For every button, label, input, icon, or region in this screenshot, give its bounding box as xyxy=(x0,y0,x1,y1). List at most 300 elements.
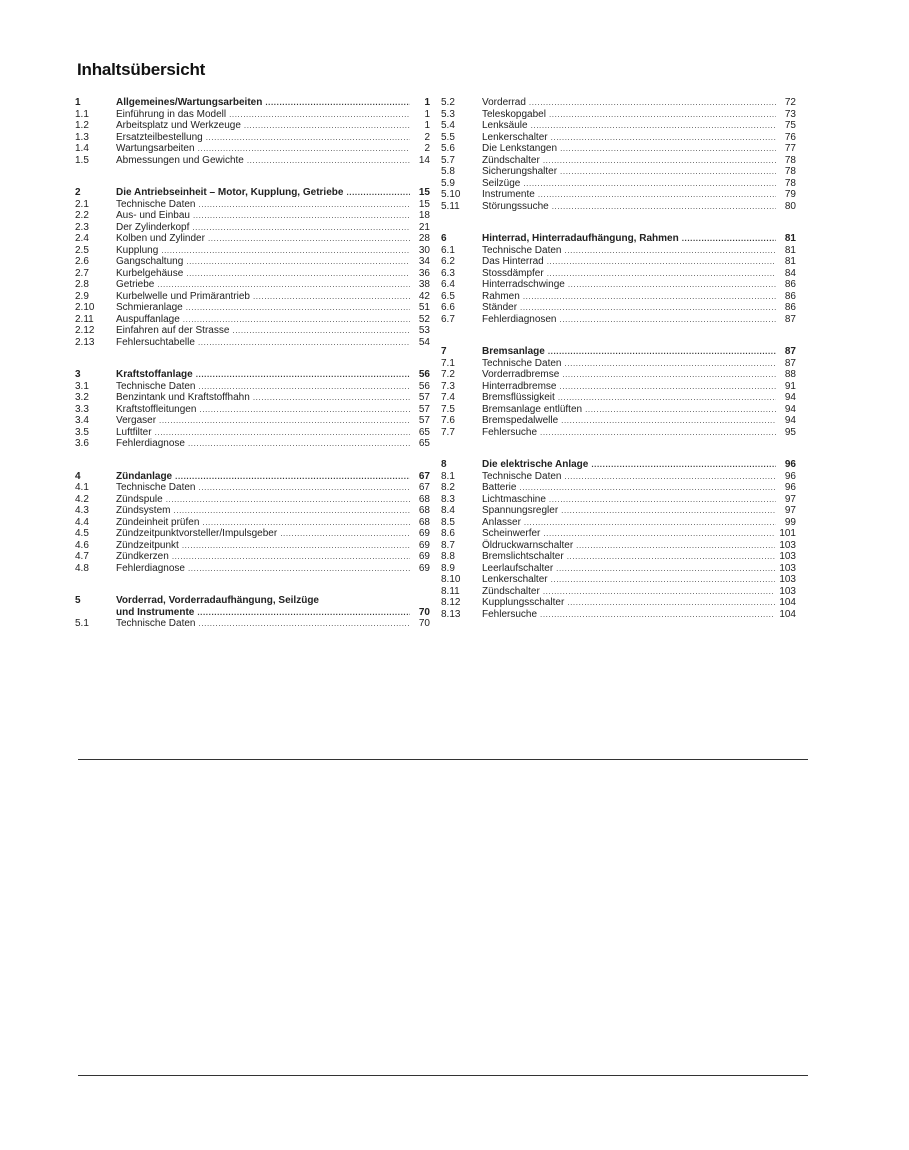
toc-entry[interactable] xyxy=(75,563,430,575)
toc-entry-page: 80 xyxy=(784,200,796,212)
dot-leader xyxy=(244,120,410,132)
toc-entry-title: Luftfilter xyxy=(116,426,152,438)
toc-entry-number: 7.4 xyxy=(441,392,455,403)
toc-entry-title: Kupplungsschalter xyxy=(482,597,565,608)
toc-entry-title: Fehlerdiagnose xyxy=(116,562,185,574)
toc-entry-page: 101 xyxy=(779,528,796,539)
toc-entry[interactable] xyxy=(441,178,796,190)
toc-section-heading[interactable] xyxy=(441,459,796,471)
toc-entry-title: Batterie xyxy=(482,482,517,493)
toc-entry[interactable] xyxy=(441,505,796,517)
toc-entry[interactable] xyxy=(75,427,430,439)
toc-right-column xyxy=(441,97,796,641)
toc-entry-title: Kraftstoffleitungen xyxy=(116,403,197,415)
dot-leader xyxy=(202,517,410,529)
dot-leader xyxy=(346,187,410,199)
toc-entry-number: 4 xyxy=(75,470,81,482)
dot-leader xyxy=(253,291,410,303)
toc-entry-number: 6.3 xyxy=(441,267,455,279)
dot-leader xyxy=(560,166,776,178)
toc-entry[interactable] xyxy=(75,256,430,268)
toc-entry-number: 7 xyxy=(441,346,447,357)
toc-entry[interactable] xyxy=(75,233,430,245)
toc-entry-number: 8.6 xyxy=(441,528,455,539)
divider-rule xyxy=(78,1075,808,1076)
dot-leader xyxy=(175,471,410,483)
toc-entry-page: 86 xyxy=(784,302,796,313)
toc-entry[interactable] xyxy=(75,494,430,506)
toc-entry-number: 3.3 xyxy=(75,403,89,415)
toc-entry-title: Hinterradschwinge xyxy=(482,279,565,290)
toc-entry[interactable] xyxy=(441,155,796,167)
dot-leader xyxy=(585,404,776,416)
toc-entry-page: 42 xyxy=(418,290,430,302)
toc-entry-number: 7.7 xyxy=(441,426,455,438)
toc-entry-title: Technische Daten xyxy=(482,470,562,482)
dot-leader xyxy=(562,369,776,381)
toc-entry-number: 2.1 xyxy=(75,198,89,210)
toc-entry-number: 2.12 xyxy=(75,325,95,336)
toc-entry-title: Vorderrad, Vorderradaufhängung, Seilzüge xyxy=(116,595,319,606)
toc-entry-number: 4.4 xyxy=(75,516,89,528)
page-title: Inhaltsübersicht xyxy=(77,60,206,79)
toc-entry-number: 2.10 xyxy=(75,302,95,313)
toc-entry-page: 96 xyxy=(784,482,796,493)
dot-leader xyxy=(547,268,776,280)
toc-entry-title: Die elektrische Anlage xyxy=(482,459,589,470)
toc-entry[interactable] xyxy=(441,494,796,506)
dot-leader xyxy=(540,427,776,439)
toc-entry[interactable] xyxy=(75,551,430,563)
toc-entry[interactable] xyxy=(75,404,430,416)
toc-section xyxy=(75,595,430,630)
toc-entry-number: 8.3 xyxy=(441,493,455,505)
dot-leader xyxy=(198,143,410,155)
toc-entry-page: 69 xyxy=(418,551,430,562)
toc-entry[interactable] xyxy=(75,120,430,132)
toc-entry-page: 104 xyxy=(779,608,796,620)
dot-leader xyxy=(199,404,410,416)
toc-entry-page: 21 xyxy=(418,221,430,233)
dot-leader xyxy=(540,609,775,621)
toc-entry-page: 70 xyxy=(418,606,430,618)
toc-entry[interactable] xyxy=(75,291,430,303)
toc-entry[interactable] xyxy=(441,563,796,575)
toc-entry-title: Fehlersuche xyxy=(482,608,538,620)
toc-entry[interactable] xyxy=(441,97,796,109)
dot-leader xyxy=(568,279,776,291)
toc-entry-title: Einführung in das Modell xyxy=(116,108,227,120)
dot-leader xyxy=(199,618,411,630)
dot-leader xyxy=(531,120,776,132)
toc-entry[interactable] xyxy=(75,210,430,222)
toc-entry-title: Technische Daten xyxy=(482,244,562,256)
toc-entry-title: Gangschaltung xyxy=(116,256,184,267)
toc-entry[interactable] xyxy=(441,358,796,370)
toc-entry-page: 57 xyxy=(418,415,430,426)
toc-entry[interactable] xyxy=(441,143,796,155)
dot-leader xyxy=(543,155,776,167)
toc-entry-page: 36 xyxy=(418,267,430,279)
toc-entry-number: 1.1 xyxy=(75,108,89,120)
toc-entry-page: 68 xyxy=(418,516,430,528)
dot-leader xyxy=(186,256,410,268)
toc-entry-title: Spannungsregler xyxy=(482,505,559,516)
toc-entry[interactable] xyxy=(75,618,430,630)
toc-entry[interactable] xyxy=(441,268,796,280)
toc-entry-number: 5.9 xyxy=(441,177,455,189)
toc-entry-page: 56 xyxy=(418,369,430,380)
toc-entry-number: 3.6 xyxy=(75,438,89,449)
toc-entry-number: 8.10 xyxy=(441,574,461,585)
toc-entry-number: 2.6 xyxy=(75,256,89,267)
toc-entry[interactable] xyxy=(441,314,796,326)
toc-entry[interactable] xyxy=(441,392,796,404)
toc-entry[interactable] xyxy=(441,482,796,494)
toc-entry[interactable] xyxy=(441,471,796,483)
toc-entry-page: 15 xyxy=(418,198,430,210)
toc-entry-title: Zündkerzen xyxy=(116,551,169,562)
toc-entry-number: 4.2 xyxy=(75,493,89,505)
toc-entry-number: 6.2 xyxy=(441,256,455,267)
toc-entry-title: Technische Daten xyxy=(116,482,196,493)
toc-entry-title: Zündsystem xyxy=(116,505,171,516)
toc-entry[interactable] xyxy=(441,528,796,540)
toc-entry[interactable] xyxy=(75,392,430,404)
toc-entry-number: 2.8 xyxy=(75,279,89,290)
toc-entry-number: 6 xyxy=(441,233,447,244)
dot-leader xyxy=(229,109,410,121)
toc-entry-page: 94 xyxy=(784,392,796,403)
dot-leader xyxy=(560,314,777,326)
dot-leader xyxy=(199,199,411,211)
toc-entry-number: 8.11 xyxy=(441,585,460,597)
toc-entry-number: 5.2 xyxy=(441,97,455,108)
dot-leader xyxy=(567,551,776,563)
dot-leader xyxy=(206,132,410,144)
toc-section-heading[interactable] xyxy=(441,233,796,245)
toc-section xyxy=(441,97,796,212)
toc-entry-page: 1 xyxy=(424,120,430,131)
toc-entry[interactable] xyxy=(441,597,796,609)
toc-entry-number: 1.3 xyxy=(75,131,89,143)
toc-entry-title: Die Antriebseinheit – Motor, Kupplung, Getriebe xyxy=(116,187,344,198)
toc-entry-page: 56 xyxy=(418,380,430,392)
dot-leader xyxy=(559,381,776,393)
toc-entry[interactable] xyxy=(441,302,796,314)
toc-entry[interactable] xyxy=(441,369,796,381)
toc-entry[interactable] xyxy=(75,325,430,337)
toc-entry[interactable] xyxy=(75,482,430,494)
toc-entry-number: 3 xyxy=(75,369,81,380)
toc-entry-title: Allgemeines/Wartungsarbeiten xyxy=(116,97,263,108)
toc-entry-title: Störungssuche xyxy=(482,200,549,212)
toc-entry-number: 8.8 xyxy=(441,551,455,562)
toc-section xyxy=(75,369,430,450)
toc-entry-title: Vorderrad xyxy=(482,97,526,108)
toc-entry-page: 95 xyxy=(784,426,796,438)
toc-entry-title: Sicherungshalter xyxy=(482,166,558,177)
toc-entry-title: Vorderradbremse xyxy=(482,369,560,380)
dot-leader xyxy=(161,245,410,257)
toc-entry-page: 72 xyxy=(784,97,796,108)
toc-entry-page: 81 xyxy=(784,244,796,256)
toc-entry-page: 87 xyxy=(784,313,796,325)
toc-section-heading[interactable] xyxy=(75,471,430,483)
dot-leader xyxy=(567,597,775,609)
toc-entry-title: Technische Daten xyxy=(116,380,196,392)
toc-entry[interactable] xyxy=(441,551,796,563)
toc-entry-page: 75 xyxy=(784,120,796,131)
toc-entry-number: 2.9 xyxy=(75,290,89,302)
toc-entry-number: 8 xyxy=(441,459,447,470)
toc-entry-title: Instrumente xyxy=(482,189,535,200)
toc-entry-page: 78 xyxy=(784,177,796,189)
toc-entry-title: Lenkerschalter xyxy=(482,574,548,585)
dot-leader xyxy=(560,143,776,155)
toc-entry-page: 99 xyxy=(784,516,796,528)
toc-entry[interactable] xyxy=(75,143,430,155)
toc-entry[interactable] xyxy=(75,279,430,291)
dot-leader xyxy=(565,245,777,257)
dot-leader xyxy=(549,494,776,506)
toc-entry-number: 6.6 xyxy=(441,302,455,313)
toc-entry-number: 1.2 xyxy=(75,120,89,131)
dot-leader xyxy=(682,233,776,245)
toc-entry-number: 5.5 xyxy=(441,131,455,143)
toc-entry-number: 2.2 xyxy=(75,210,89,221)
toc-entry-page: 2 xyxy=(424,131,430,143)
toc-entry[interactable] xyxy=(441,245,796,257)
dot-leader xyxy=(172,551,410,563)
toc-entry[interactable] xyxy=(441,517,796,529)
toc-entry[interactable] xyxy=(75,528,430,540)
toc-entry[interactable] xyxy=(441,586,796,598)
toc-entry-page: 76 xyxy=(784,131,796,143)
toc-entry-number: 4.8 xyxy=(75,562,89,574)
toc-entry[interactable] xyxy=(441,201,796,213)
toc-entry-page: 70 xyxy=(418,618,430,629)
toc-entry-page: 67 xyxy=(418,482,430,493)
toc-entry-number: 2.11 xyxy=(75,313,94,325)
toc-entry-title: Technische Daten xyxy=(116,198,196,210)
toc-entry[interactable] xyxy=(441,609,796,621)
toc-entry[interactable] xyxy=(75,132,430,144)
toc-entry[interactable] xyxy=(75,268,430,280)
toc-entry-title: Öldruckwarnschalter xyxy=(482,539,574,551)
toc-entry[interactable] xyxy=(441,109,796,121)
toc-entry-page: 91 xyxy=(784,380,796,392)
toc-entry[interactable] xyxy=(441,540,796,552)
dot-leader xyxy=(591,459,776,471)
toc-section-heading[interactable] xyxy=(441,346,796,358)
toc-entry[interactable] xyxy=(75,415,430,427)
toc-entry[interactable] xyxy=(441,132,796,144)
toc-entry-title: Zündspule xyxy=(116,493,163,505)
dot-leader xyxy=(157,279,410,291)
toc-entry[interactable] xyxy=(441,166,796,178)
toc-entry-title: Zündeinheit prüfen xyxy=(116,516,200,528)
toc-entry-page: 15 xyxy=(418,187,430,198)
toc-entry[interactable] xyxy=(441,279,796,291)
toc-entry-title: Hinterradbremse xyxy=(482,380,557,392)
toc-entry[interactable] xyxy=(441,415,796,427)
toc-entry-page: 84 xyxy=(784,267,796,279)
toc-entry-page: 69 xyxy=(418,562,430,574)
toc-entry-page: 103 xyxy=(779,574,796,585)
toc-entry-title: Auspuffanlage xyxy=(116,313,180,325)
toc-entry-page: 87 xyxy=(784,357,796,369)
toc-entry-number: 4.1 xyxy=(75,482,89,493)
toc-entry-title: und Instrumente xyxy=(116,606,195,618)
toc-entry-page: 88 xyxy=(784,369,796,380)
toc-entry-page: 73 xyxy=(784,108,796,120)
dot-leader xyxy=(543,528,775,540)
dot-leader xyxy=(520,302,776,314)
toc-entry-page: 96 xyxy=(784,470,796,482)
dot-leader xyxy=(253,392,410,404)
toc-entry-number: 8.4 xyxy=(441,505,455,516)
dot-leader xyxy=(549,109,776,121)
toc-entry[interactable] xyxy=(441,404,796,416)
toc-entry-page: 34 xyxy=(418,256,430,267)
toc-entry-title: Bremsanlage xyxy=(482,346,545,357)
toc-entry[interactable] xyxy=(75,314,430,326)
toc-entry-page: 2 xyxy=(424,143,430,154)
dot-leader xyxy=(524,517,776,529)
dot-leader xyxy=(247,155,410,167)
toc-entry[interactable] xyxy=(75,381,430,393)
toc-entry-number: 4.3 xyxy=(75,505,89,516)
dot-leader xyxy=(232,325,410,337)
toc-entry-page: 94 xyxy=(784,415,796,426)
toc-entry-page: 1 xyxy=(424,97,430,108)
dot-leader xyxy=(186,268,410,280)
toc-entry[interactable] xyxy=(441,381,796,393)
toc-entry-number: 7.2 xyxy=(441,369,455,380)
dot-leader xyxy=(192,222,410,234)
dot-leader xyxy=(155,427,410,439)
toc-entry-title: Technische Daten xyxy=(482,357,562,369)
toc-entry-title: Kraftstoffanlage xyxy=(116,369,193,380)
toc-entry-number: 7.3 xyxy=(441,380,455,392)
toc-entry-title: Zündschalter xyxy=(482,585,540,597)
dot-leader xyxy=(565,471,777,483)
toc-entry-title: Fehlersuchtabelle xyxy=(116,336,195,348)
toc-entry-title: Der Zylinderkopf xyxy=(116,221,190,233)
toc-entry[interactable] xyxy=(75,245,430,257)
toc-entry-page: 79 xyxy=(784,189,796,200)
toc-entry[interactable] xyxy=(441,189,796,201)
dot-leader xyxy=(538,189,776,201)
toc-entry-number: 5.7 xyxy=(441,154,455,166)
toc-entry[interactable] xyxy=(75,505,430,517)
toc-entry-number: 6.4 xyxy=(441,279,455,290)
dot-leader xyxy=(182,540,410,552)
dot-leader xyxy=(197,607,410,619)
toc-entry[interactable] xyxy=(75,222,430,234)
toc-entry-number: 8.13 xyxy=(441,608,461,620)
toc-entry[interactable] xyxy=(75,109,430,121)
toc-entry-page: 81 xyxy=(784,256,796,267)
toc-entry[interactable] xyxy=(75,517,430,529)
toc-entry[interactable] xyxy=(441,427,796,439)
toc-entry-title: Rahmen xyxy=(482,290,520,302)
toc-entry[interactable] xyxy=(75,438,430,450)
toc-entry-number: 8.12 xyxy=(441,597,461,608)
toc-entry-number: 1.4 xyxy=(75,143,89,154)
toc-entry[interactable] xyxy=(441,256,796,268)
dot-leader xyxy=(561,505,776,517)
toc-entry-title: Zündzeitpunktvorsteller/Impulsgeber xyxy=(116,528,278,539)
toc-entry-page: 103 xyxy=(779,585,796,597)
divider-rule xyxy=(78,759,808,760)
toc-entry-title: Bremslichtschalter xyxy=(482,551,564,562)
toc-entry-title: Kurbelgehäuse xyxy=(116,267,184,279)
toc-section-heading[interactable] xyxy=(75,369,430,381)
toc-section xyxy=(441,346,796,438)
toc-entry-title: Ständer xyxy=(482,302,518,313)
toc-entry-page: 30 xyxy=(418,244,430,256)
toc-entry-page: 94 xyxy=(784,403,796,415)
dot-leader xyxy=(558,392,776,404)
toc-entry-page: 57 xyxy=(418,392,430,403)
toc-entry-title: Zündschalter xyxy=(482,154,540,166)
toc-entry-title: Lenksäule xyxy=(482,120,528,131)
toc-entry-page: 1 xyxy=(424,108,430,120)
toc-section-heading[interactable] xyxy=(75,97,430,109)
toc-entry-number: 8.1 xyxy=(441,470,455,482)
toc-entry-title: Stossdämpfer xyxy=(482,267,544,279)
toc-entry-title: Kolben und Zylinder xyxy=(116,233,205,244)
toc-entry-page: 57 xyxy=(418,403,430,415)
toc-entry-title: Seilzüge xyxy=(482,177,521,189)
toc-entry[interactable] xyxy=(75,337,430,349)
toc-entry-page: 38 xyxy=(418,279,430,290)
dot-leader xyxy=(188,563,410,575)
toc-entry[interactable] xyxy=(75,199,430,211)
toc-entry-page: 97 xyxy=(784,493,796,505)
toc-entry-number: 3.1 xyxy=(75,380,89,392)
toc-entry-title: Ersatzteilbestellung xyxy=(116,131,203,143)
toc-section-heading[interactable] xyxy=(75,607,430,619)
toc-entry[interactable] xyxy=(441,574,796,586)
toc-entry-title: Leerlaufschalter xyxy=(482,562,554,574)
toc-entry[interactable] xyxy=(75,155,430,167)
toc-section-heading[interactable] xyxy=(75,595,430,607)
toc-section xyxy=(75,471,430,575)
toc-entry-number: 5.1 xyxy=(75,618,89,629)
toc-section xyxy=(75,187,430,348)
toc-entry-number: 5.10 xyxy=(441,189,461,200)
toc-entry[interactable] xyxy=(441,120,796,132)
toc-entry-page: 67 xyxy=(418,470,430,482)
dot-leader xyxy=(547,256,776,268)
toc-entry-title: Einfahren auf der Strasse xyxy=(116,325,230,336)
dot-leader xyxy=(173,505,410,517)
toc-entry[interactable] xyxy=(75,540,430,552)
toc-entry-page: 53 xyxy=(418,325,430,336)
dot-leader xyxy=(166,494,410,506)
toc-entry-number: 7.6 xyxy=(441,415,455,426)
dot-leader xyxy=(552,201,776,213)
toc-entry-title: Hinterrad, Hinterradaufhängung, Rahmen xyxy=(482,233,679,244)
toc-entry-page: 68 xyxy=(418,505,430,516)
toc-section-heading[interactable] xyxy=(75,187,430,199)
toc-entry[interactable] xyxy=(441,291,796,303)
toc-entry-title: Fehlerdiagnose xyxy=(116,438,185,449)
toc-entry[interactable] xyxy=(75,302,430,314)
